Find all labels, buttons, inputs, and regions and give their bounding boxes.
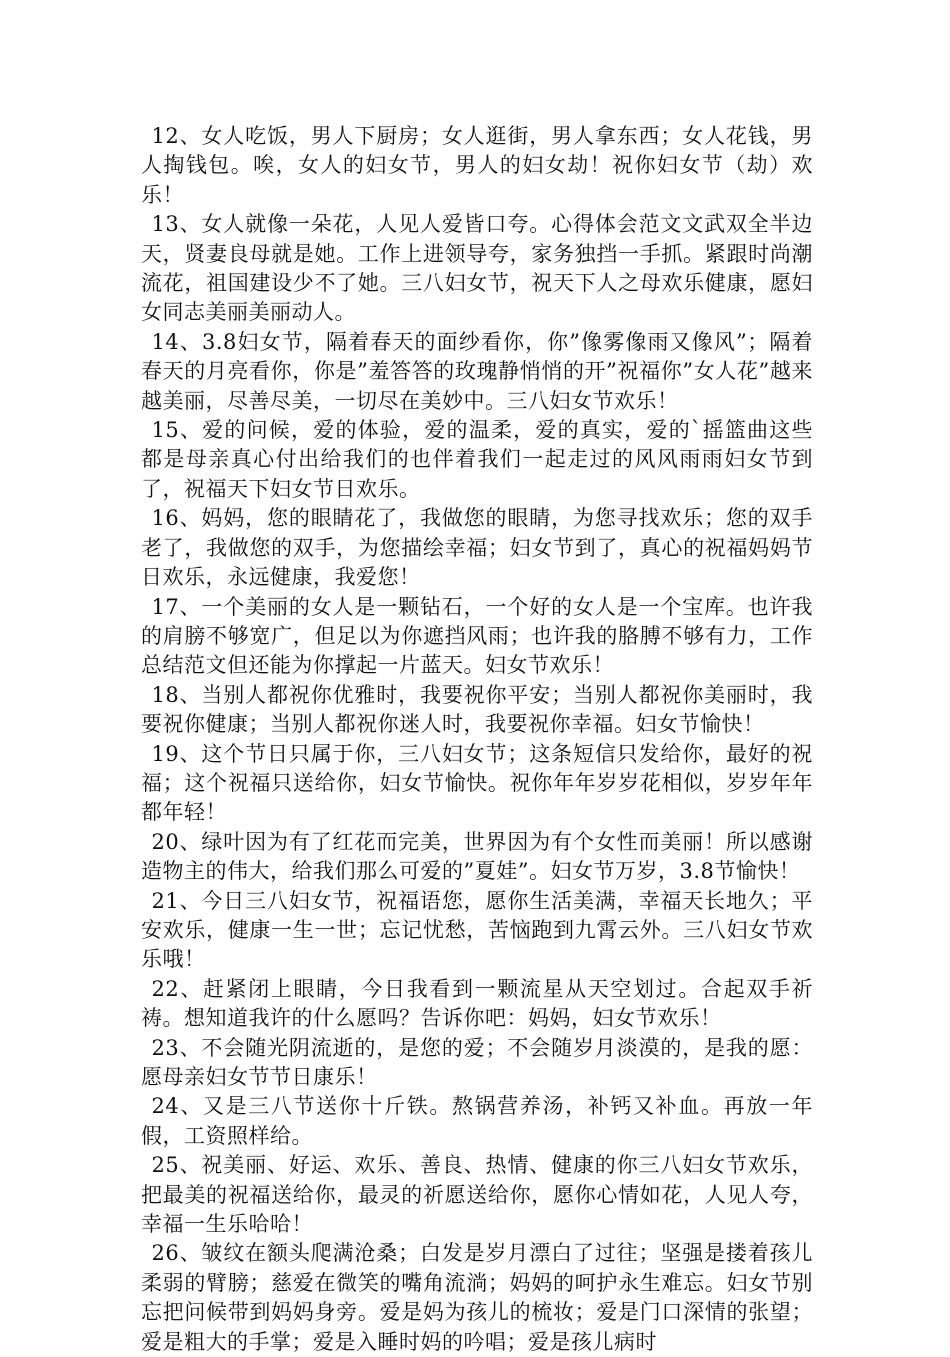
paragraph-13: 13、女人就像一朵花，人见人爱皆口夸。心得体会范文文武双全半边天，贤妻良母就是她。工作上进领导夸，家务独挡一手抓。紧跟时尚潮流花，祖国建设少不了她。三八妇女节，祝天下人之母欢乐健康，愿妇女同志美丽美丽动人。 — [141, 212, 813, 325]
paragraph-19: 19、这个节日只属于你，三八妇女节；这条短信只发给你，最好的祝福；这个祝福只送给你，妇女节愉快。祝你年年岁岁花相似，岁岁年年都年轻！ — [141, 741, 813, 825]
paragraph-15: 15、爱的问候，爱的体验，爱的温柔，爱的真实，爱的`摇篮曲这些都是母亲真心付出给我们的也伴着我们一起走过的风风雨雨妇女节到了，祝福天下妇女节日欢乐。 — [141, 418, 813, 501]
paragraph-26: 26、皱纹在额头爬满沧桑；白发是岁月漂白了过往；坚强是搂着孩儿柔弱的臂膀；慈爱在微笑的嘴角流淌；妈妈的呵护永生难忘。妇女节别忘把问候带到妈妈身旁。爱是妈为孩儿的梳妆；爱是门口深情的张望；爱是粗大的手掌；爱是入睡时妈的吟唱；爱是孩儿病时 — [141, 1241, 813, 1354]
paragraph-16: 16、妈妈，您的眼睛花了，我做您的眼睛，为您寻找欢乐；您的双手老了，我做您的双手，为您描绘幸福；妇女节到了，真心的祝福妈妈节日欢乐，永远健康，我爱您！ — [141, 506, 813, 590]
paragraph-20: 20、绿叶因为有了红花而完美，世界因为有个女性而美丽！所以感谢造物主的伟大，给我们那么可爱的”夏娃”。妇女节万岁，3.8节愉快！ — [141, 829, 813, 884]
paragraph-23: 23、不会随光阴流逝的，是您的爱；不会随岁月淡漠的，是我的愿：愿母亲妇女节节日康乐！ — [141, 1035, 813, 1089]
document-body — [141, 122, 813, 1357]
paragraph-24: 24、又是三八节送你十斤铁。熬锅营养汤，补钙又补血。再放一年假，工资照样给。 — [141, 1094, 813, 1148]
paragraph-18: 18、当别人都祝你优雅时，我要祝你平安；当别人都祝你美丽时，我要祝你健康；当别人都祝你迷人时，我要祝你幸福。妇女节愉快！ — [141, 682, 813, 737]
paragraph-17: 17、一个美丽的女人是一颗钻石，一个好的女人是一个宝库。也许我的肩膀不够宽广，但足以为你遮挡风雨；也许我的胳膊不够有力，工作总结范文但还能为你撑起一片蓝天。妇女节欢乐！ — [141, 594, 813, 678]
paragraph-22: 22、赶紧闭上眼睛，今日我看到一颗流星从天空划过。合起双手祈祷。想知道我许的什么愿吗？告诉你吧：妈妈，妇女节欢乐！ — [141, 976, 813, 1031]
paragraph-12: 12、女人吃饭，男人下厨房；女人逛街，男人拿东西；女人花钱，男人掏钱包。唉，女人的妇女节，男人的妇女劫！祝你妇女节（劫）欢乐！ — [141, 124, 813, 207]
paragraph-14: 14、3.8妇女节，隔着春天的面纱看你，你”像雾像雨又像风”；隔着春天的月亮看你，你是”羞答答的玫瑰静悄悄的开”祝福你”女人花”越来越美丽，尽善尽美，一切尽在美妙中。三八妇女节欢乐！ — [141, 329, 813, 413]
paragraph-21: 21、今日三八妇女节，祝福语您，愿你生活美满，幸福天长地久；平安欢乐，健康一生一世；忘记忧愁，苦恼跑到九霄云外。三八妇女节欢乐哦！ — [141, 888, 813, 972]
paragraph-25: 25、祝美丽、好运、欢乐、善良、热情、健康的你三八妇女节欢乐，把最美的祝福送给你，最灵的祈愿送给你，愿你心情如花，人见人夸，幸福一生乐哈哈！ — [141, 1153, 813, 1237]
